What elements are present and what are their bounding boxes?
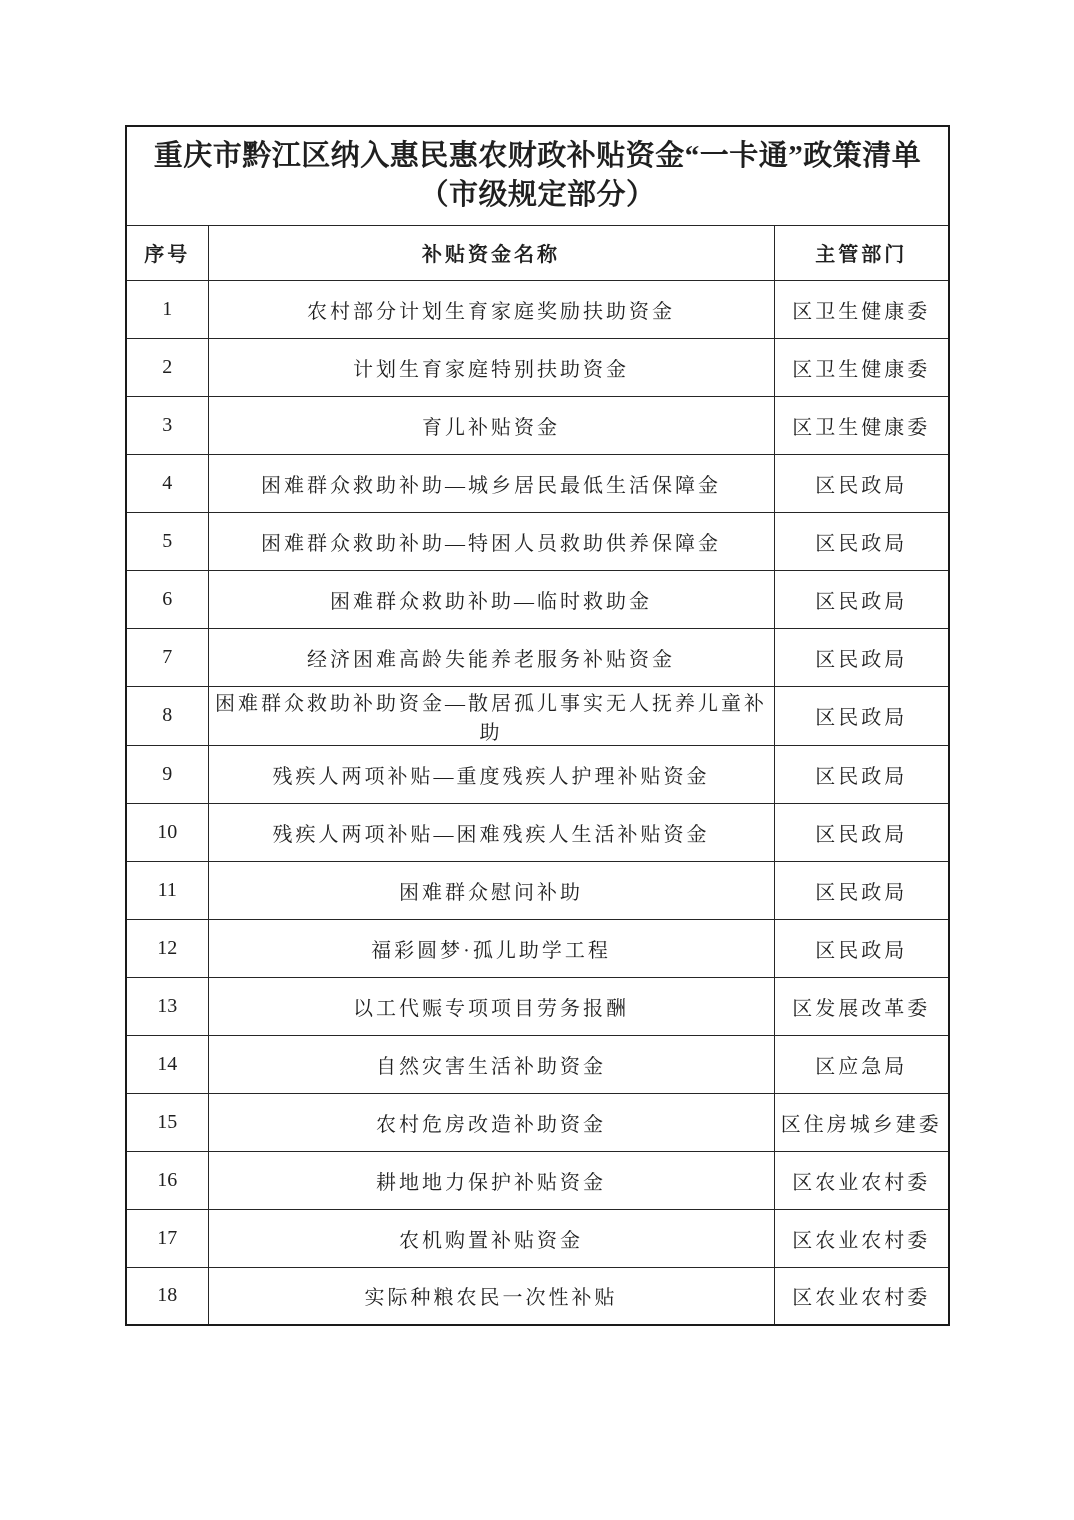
row-fund-name: 福彩圆梦·孤儿助学工程 <box>208 919 774 977</box>
row-number: 4 <box>126 454 208 512</box>
row-fund-name: 计划生育家庭特别扶助资金 <box>208 338 774 396</box>
table-row <box>126 454 949 512</box>
column-header-no: 序号 <box>126 225 208 280</box>
table-row <box>126 1035 949 1093</box>
row-fund-name: 困难群众慰问补助 <box>208 861 774 919</box>
row-fund-name: 耕地地力保护补贴资金 <box>208 1151 774 1209</box>
row-number: 2 <box>126 338 208 396</box>
row-department: 区民政局 <box>774 628 949 686</box>
page-title <box>126 126 949 225</box>
row-department: 区住房城乡建委 <box>774 1093 949 1151</box>
row-fund-name: 自然灾害生活补助资金 <box>208 1035 774 1093</box>
row-department: 区农业农村委 <box>774 1267 949 1325</box>
table-row <box>126 745 949 803</box>
policy-table <box>125 125 950 1326</box>
table-body <box>126 280 949 1325</box>
page-title-line1: 重庆市黔江区纳入惠民惠农财政补贴资金“一卡通”政策清单 <box>153 139 922 172</box>
page-title-line2: （市级规定部分） <box>419 178 656 211</box>
row-department: 区卫生健康委 <box>774 280 949 338</box>
table-row <box>126 1209 949 1267</box>
table-row <box>126 1151 949 1209</box>
row-number: 6 <box>126 570 208 628</box>
row-department: 区农业农村委 <box>774 1209 949 1267</box>
row-department: 区民政局 <box>774 686 949 745</box>
table-row <box>126 1267 949 1325</box>
row-number: 16 <box>126 1151 208 1209</box>
row-fund-name: 育儿补贴资金 <box>208 396 774 454</box>
row-fund-name: 残疾人两项补贴—重度残疾人护理补贴资金 <box>208 745 774 803</box>
row-number: 15 <box>126 1093 208 1151</box>
row-fund-name: 以工代赈专项项目劳务报酬 <box>208 977 774 1035</box>
table-row <box>126 803 949 861</box>
row-department: 区农业农村委 <box>774 1151 949 1209</box>
row-fund-name: 困难群众救助补助资金—散居孤儿事实无人抚养儿童补助 <box>208 686 774 745</box>
row-number: 1 <box>126 280 208 338</box>
header-row <box>126 225 949 280</box>
table-row <box>126 1093 949 1151</box>
row-number: 18 <box>126 1267 208 1325</box>
table-row <box>126 628 949 686</box>
row-number: 8 <box>126 686 208 745</box>
row-fund-name: 农村部分计划生育家庭奖励扶助资金 <box>208 280 774 338</box>
table-row <box>126 338 949 396</box>
row-department: 区民政局 <box>774 803 949 861</box>
row-fund-name: 农机购置补贴资金 <box>208 1209 774 1267</box>
row-department: 区民政局 <box>774 861 949 919</box>
row-number: 10 <box>126 803 208 861</box>
row-department: 区应急局 <box>774 1035 949 1093</box>
row-number: 3 <box>126 396 208 454</box>
row-fund-name: 困难群众救助补助—特困人员救助供养保障金 <box>208 512 774 570</box>
title-row <box>126 126 949 225</box>
row-number: 17 <box>126 1209 208 1267</box>
column-header-dept: 主管部门 <box>774 225 949 280</box>
table-row <box>126 280 949 338</box>
table-row <box>126 570 949 628</box>
row-number: 5 <box>126 512 208 570</box>
row-number: 11 <box>126 861 208 919</box>
table-row <box>126 512 949 570</box>
row-fund-name: 残疾人两项补贴—困难残疾人生活补贴资金 <box>208 803 774 861</box>
row-department: 区发展改革委 <box>774 977 949 1035</box>
row-number: 14 <box>126 1035 208 1093</box>
row-fund-name: 经济困难高龄失能养老服务补贴资金 <box>208 628 774 686</box>
row-number: 7 <box>126 628 208 686</box>
table-row <box>126 977 949 1035</box>
row-fund-name: 农村危房改造补助资金 <box>208 1093 774 1151</box>
row-number: 9 <box>126 745 208 803</box>
row-department: 区民政局 <box>774 454 949 512</box>
row-department: 区民政局 <box>774 512 949 570</box>
table-row <box>126 396 949 454</box>
table-row <box>126 861 949 919</box>
row-department: 区民政局 <box>774 919 949 977</box>
row-department: 区民政局 <box>774 745 949 803</box>
row-department: 区卫生健康委 <box>774 338 949 396</box>
table-row <box>126 919 949 977</box>
row-department: 区民政局 <box>774 570 949 628</box>
row-department: 区卫生健康委 <box>774 396 949 454</box>
column-header-name: 补贴资金名称 <box>208 225 774 280</box>
table-row <box>126 686 949 745</box>
row-number: 12 <box>126 919 208 977</box>
row-fund-name: 实际种粮农民一次性补贴 <box>208 1267 774 1325</box>
row-fund-name: 困难群众救助补助—临时救助金 <box>208 570 774 628</box>
row-number: 13 <box>126 977 208 1035</box>
row-fund-name: 困难群众救助补助—城乡居民最低生活保障金 <box>208 454 774 512</box>
